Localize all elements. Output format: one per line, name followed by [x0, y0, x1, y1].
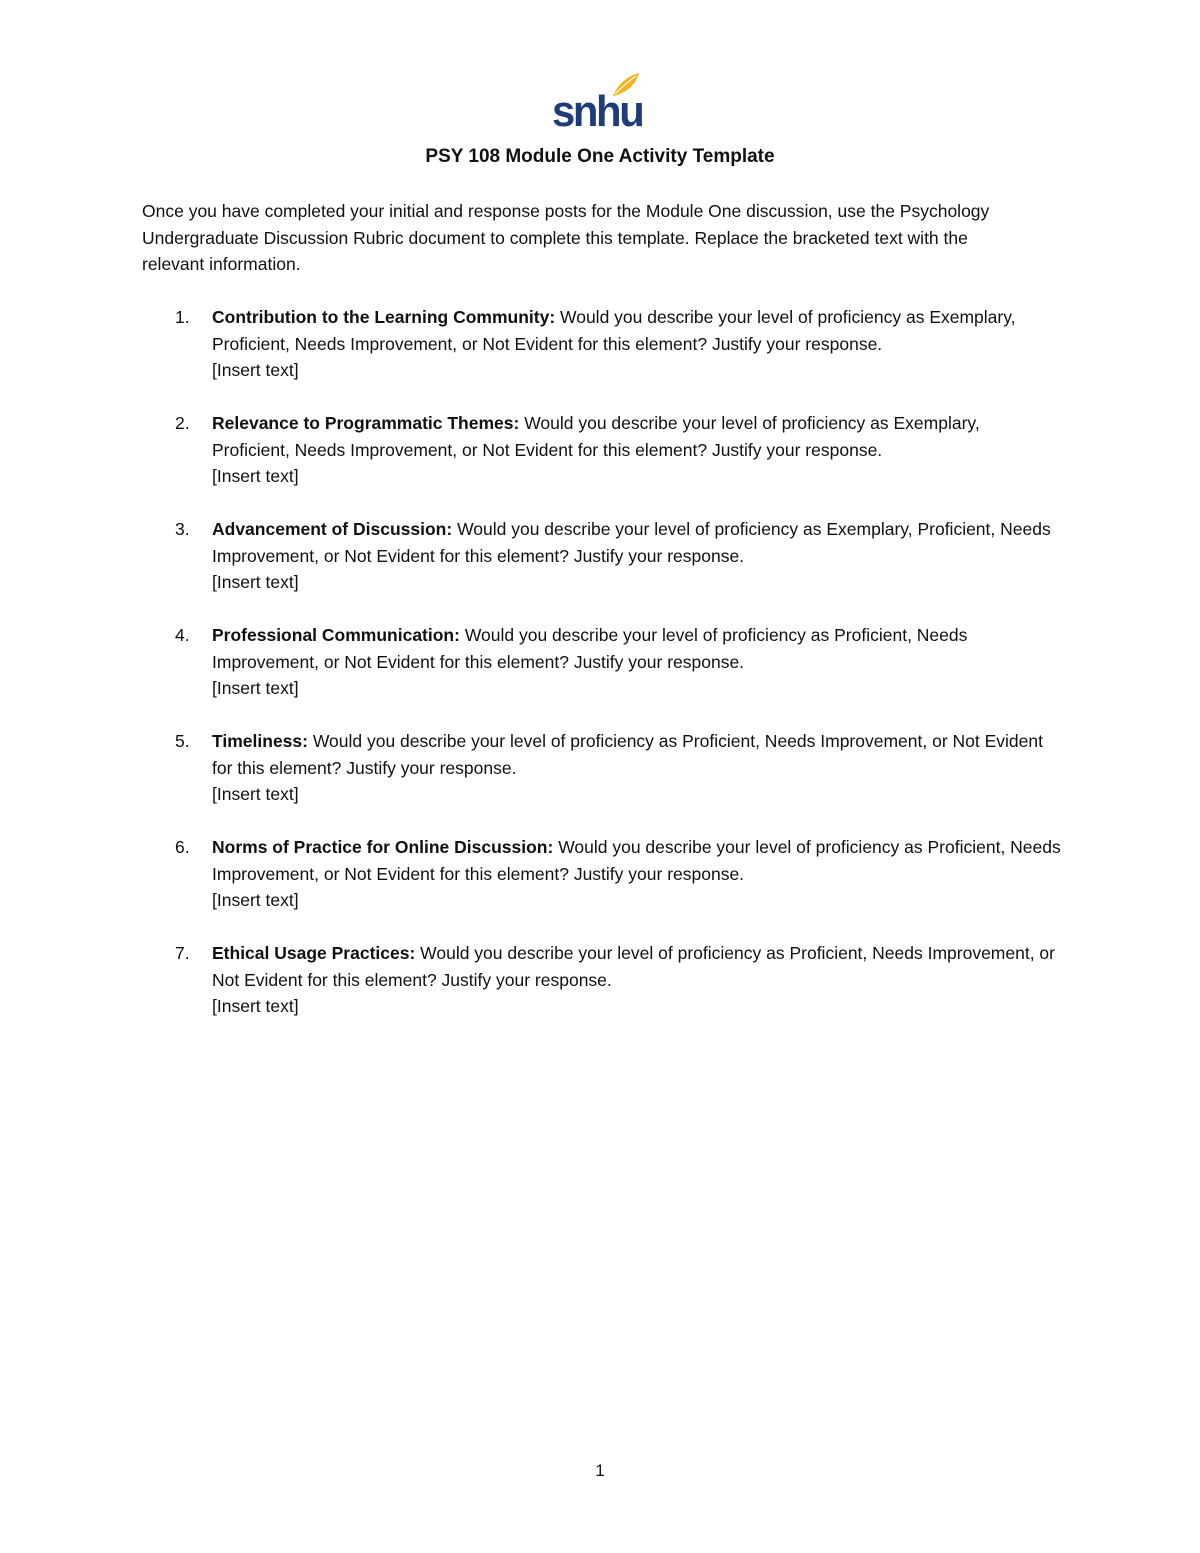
item-prompt: Would you describe your level of proficiency as Exemplary, Proficient, Needs Improvement, or Not Evident for this element? Justify your response. — [212, 519, 1051, 566]
insert-text-placeholder[interactable]: [Insert text] — [212, 784, 299, 804]
item-number: 2. — [175, 413, 190, 433]
item-number: 3. — [175, 519, 190, 539]
item-prompt: Would you describe your level of proficiency as Proficient, Needs Improvement, or Not Evident for this element? Justify your response. — [212, 625, 968, 672]
snhu-logo — [552, 72, 644, 134]
item-number: 7. — [175, 943, 190, 963]
question-list — [142, 304, 1062, 1046]
item-number: 5. — [175, 731, 190, 751]
insert-text-placeholder[interactable]: [Insert text] — [212, 360, 299, 380]
item-label: Advancement of Discussion: — [212, 519, 453, 539]
item-label: Contribution to the Learning Community: — [212, 307, 556, 327]
item-prompt: Would you describe your level of proficiency as Exemplary, Proficient, Needs Improvement, or Not Evident for this element? Justify your response. — [212, 413, 980, 460]
document-title: PSY 108 Module One Activity Template — [425, 146, 775, 167]
item-label: Professional Communication: — [212, 625, 460, 645]
item-label: Ethical Usage Practices: — [212, 943, 416, 963]
list-item — [142, 834, 1062, 914]
item-label: Norms of Practice for Online Discussion: — [212, 837, 554, 857]
insert-text-placeholder[interactable]: [Insert text] — [212, 996, 299, 1016]
insert-text-placeholder[interactable]: [Insert text] — [212, 678, 299, 698]
item-number: 1. — [175, 307, 190, 327]
list-item — [142, 410, 1062, 490]
item-prompt: Would you describe your level of proficiency as Proficient, Needs Improvement, or Not Evident for this element? Justify your response. — [212, 837, 1061, 884]
item-number: 6. — [175, 837, 190, 857]
page-number: 1 — [595, 1461, 605, 1480]
item-prompt: Would you describe your level of proficiency as Proficient, Needs Improvement, or Not Evident for this element? Justify your response. — [212, 943, 1055, 990]
item-prompt: Would you describe your level of proficiency as Proficient, Needs Improvement, or Not Evident for this element? Justify your response. — [212, 731, 1043, 778]
list-item — [142, 728, 1062, 808]
list-item — [142, 304, 1062, 384]
intro-paragraph: Once you have completed your initial and response posts for the Module One discussion, use the Psychology Undergraduate Discussion Rubric document to complete this template. Replace the bracketed text with the relevant information. — [142, 201, 990, 274]
list-item — [142, 940, 1062, 1020]
item-prompt: Would you describe your level of proficiency as Exemplary, Proficient, Needs Improvement, or Not Evident for this element? Justify your response. — [212, 307, 1016, 354]
insert-text-placeholder[interactable]: [Insert text] — [212, 572, 299, 592]
item-number: 4. — [175, 625, 190, 645]
logo-wordmark: snhu — [552, 87, 643, 136]
insert-text-placeholder[interactable]: [Insert text] — [212, 466, 299, 486]
list-item — [142, 622, 1062, 702]
insert-text-placeholder[interactable]: [Insert text] — [212, 890, 299, 910]
item-label: Relevance to Programmatic Themes: — [212, 413, 520, 433]
list-item — [142, 516, 1062, 596]
item-label: Timeliness: — [212, 731, 308, 751]
